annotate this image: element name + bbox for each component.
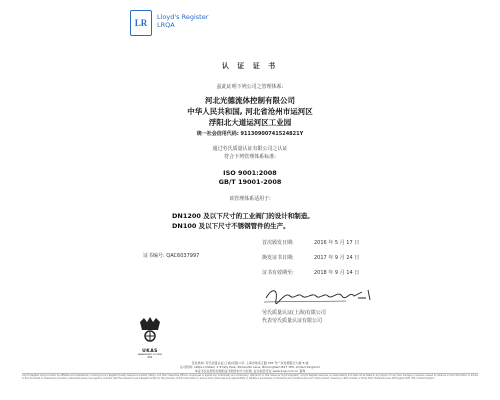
company-address-line2: 浮阳北大道运河区工业园 [208, 118, 292, 127]
footer-line2: 认可机构: LRQA Limited, 1 Trinity Park, Bickenhill Lane, Birmingham B37 7ES, United Kingdom [180, 365, 320, 369]
company-name: 河北光德流体控制有限公司 [205, 96, 295, 105]
logo-mark: LR [134, 18, 148, 28]
date-label-expiry: 证书有效期至: [262, 270, 294, 276]
footer-line3: 本证书仅在附有有效的证书附件时方为有效, 证书信息可在 www.lrqa.com.cn 查询 [194, 369, 306, 373]
date-value-reissue: 2017 年 9 月 24 日 [314, 255, 360, 261]
company-address-line1: 中华人民共和国, 河北省沧州市运河区 [187, 107, 313, 116]
signature-drawing [262, 284, 382, 306]
standard-gbt: GB/T 19001-2008 [218, 178, 282, 186]
scope-line2: DN100 及以下尺寸不锈钢管件的生产。 [172, 222, 290, 230]
date-value-first: 2016 年 5 月 17 日 [314, 240, 360, 246]
date-label-first: 首次颁发日期: [262, 240, 294, 246]
credit-code: 统一社会信用代码: 91130900741524821Y [196, 131, 304, 137]
logo-line1: Lloyd's Register [157, 13, 209, 21]
intro-text: 兹此证明下列公司之管理体系: [216, 84, 284, 90]
logo-line2: LRQA [157, 21, 175, 29]
standard-iso: ISO 9001:2008 [223, 169, 277, 177]
footer-line1: 签发机构: 劳氏质量认证(上海)有限公司, 上海市徐家汇路 555 号广东发展银行大厦 8 楼 [191, 361, 309, 365]
date-label-reissue: 换发证书日期: [262, 255, 294, 261]
signatory-line2: 代表劳氏质量认证有限公司 [262, 318, 323, 324]
scope-intro: 该管理体系适用于: [229, 196, 271, 202]
date-value-expiry: 2018 年 9 月 14 日 [314, 270, 360, 276]
certificate-number: 证书编号: QAC6037997 [143, 253, 200, 259]
signatory-line1: 劳氏质量认证(上海)有限公司 [262, 310, 326, 316]
ukas-code: 001 [147, 356, 153, 359]
fineprint: Lloyd's Register Group Limited, its affiliates and subsidiaries, including Lloyd's Register Quality Assurance Limited (LRQA), and their respective officers, employees or agents are, individually and collectively, referred to in this clause as 'Lloyd's Register'. Lloyd's Register assumes no responsibility and shall not be liable to any person for any loss, damage or expense caused by reliance on the information or advice in this document or howsoever provided, unless that person has signed a contract with the relevant Lloyd's Register entity for the provision of this information or advice and in that case any responsibility or liability is exclusively on the terms and conditions set out in that contract. Issued by: LRQA Limited, 1 Trinity Park, Bickenhill Lane, Birmingham B37 7ES, United Kingdom [22, 374, 478, 380]
assessed-line2: 符合下列管理体系标准: [224, 154, 276, 160]
lr-logo-icon [130, 10, 152, 36]
ukas-text: UKAS [142, 349, 158, 354]
signature [262, 284, 382, 306]
ukas-crown-icon [137, 316, 163, 346]
certificate-title: 认 证 证 书 [221, 62, 279, 70]
ukas-mark [137, 316, 163, 360]
assessed-line1: 通过劳氏质量认证有限公司之认证 [212, 146, 288, 152]
ukas-sub: MANAGEMENT SYSTEMS [137, 354, 163, 356]
logo-text [157, 13, 208, 29]
scope-line1: DN1200 及以下尺寸的工业阀门的设计和制造。 [172, 212, 314, 220]
